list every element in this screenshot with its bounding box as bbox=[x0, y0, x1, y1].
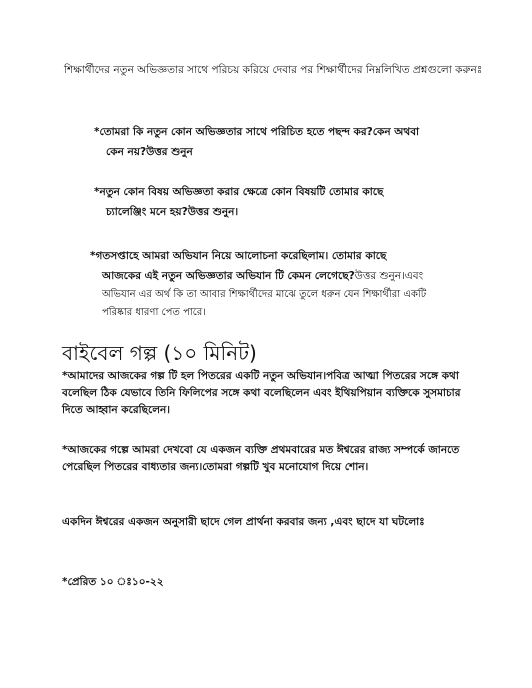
question-3-line-2-bold: আজকের এই নতুন অভিজ্ঞতার অভিযান টি কেমন লেগেছে? bbox=[102, 270, 355, 282]
question-2-line-1: *নতুন কোন বিষয় অভিজ্ঞতা করার ক্ষেত্রে কোন বিষয়টি তোমার কাছে bbox=[94, 186, 384, 198]
question-1 bbox=[94, 122, 494, 162]
intro-instruction: শিক্ষার্থীদের নতুন অভিজ্ঞতার সাথে পরিচয় করিয়ে দেবার পর শিক্ষার্থীদের নিম্নলিখিত প্রশ্নগুলো করুনঃ bbox=[64, 64, 483, 76]
section-heading: বাইবেল গল্প (১০ মিনিট) bbox=[62, 341, 257, 365]
question-1-line-1: *তোমরা কি নতুন কোন অভিজ্ঞতার সাথে পরিচিত হতে পছন্দ কর?কেন অথবা bbox=[94, 126, 420, 138]
question-3 bbox=[90, 246, 500, 322]
story-paragraph-3: একদিন ঈশ্বরের একজন অনুসারী ছাদে গেল প্রার্থনা করবার জন্য ,এবং ছাদে যা ঘটলোঃ bbox=[62, 516, 425, 528]
story-paragraph-2: *আজকের গল্পে আমরা দেখবো যে একজন ব্যক্তি প্রথমবারের মত ঈশ্বরের রাজ্য সম্পর্কে জানতে পেরেছিল পিতরের বাধ্যতার জন্য।তোমরা গল্পটি খুব মনোযোগ দিয়ে শোন। bbox=[62, 444, 460, 473]
story-paragraph-1: *আমাদের আজকের গল্প টি হল পিতরের একটি নতুন অভিযান।পবিত্র আত্মা পিতরের সঙ্গে কথা বলেছিল ঠিক যেভাবে তিনি ফিলিপের সঙ্গে কথা বলেছিলেন এবং ইথিয়পিয়ান ব্যক্তিকে সুসমাচার দিতে আহ্বান করেছিলেন। bbox=[62, 370, 461, 416]
question-3-line-2-normal: উত্তর শুনুন।এবং bbox=[354, 270, 424, 282]
question-3-line-4: পরিষ্কার ধারণা পেত পারে। bbox=[102, 307, 206, 318]
scripture-reference: *প্রেরিত ১০ ঃ১০-২২ bbox=[62, 576, 164, 588]
question-3-line-1: *গতসপ্তাহে আমরা অভিযান নিয়ে আলোচনা করেছিলাম। তোমার কাছে bbox=[90, 250, 387, 262]
question-1-line-2: কেন নয়?উত্তর শুনুন bbox=[106, 146, 193, 158]
question-2-line-2: চ্যালেঞ্জিং মনে হয়?উত্তর শুনুন। bbox=[106, 206, 239, 218]
question-3-line-3: অভিযান এর অর্থ কি তা আবার শিক্ষার্থীদের মাঝে তুলে ধরুন যেন শিক্ষার্থীরা একটি bbox=[102, 289, 427, 300]
question-2 bbox=[94, 182, 494, 222]
question-3-line-2 bbox=[90, 266, 500, 286]
